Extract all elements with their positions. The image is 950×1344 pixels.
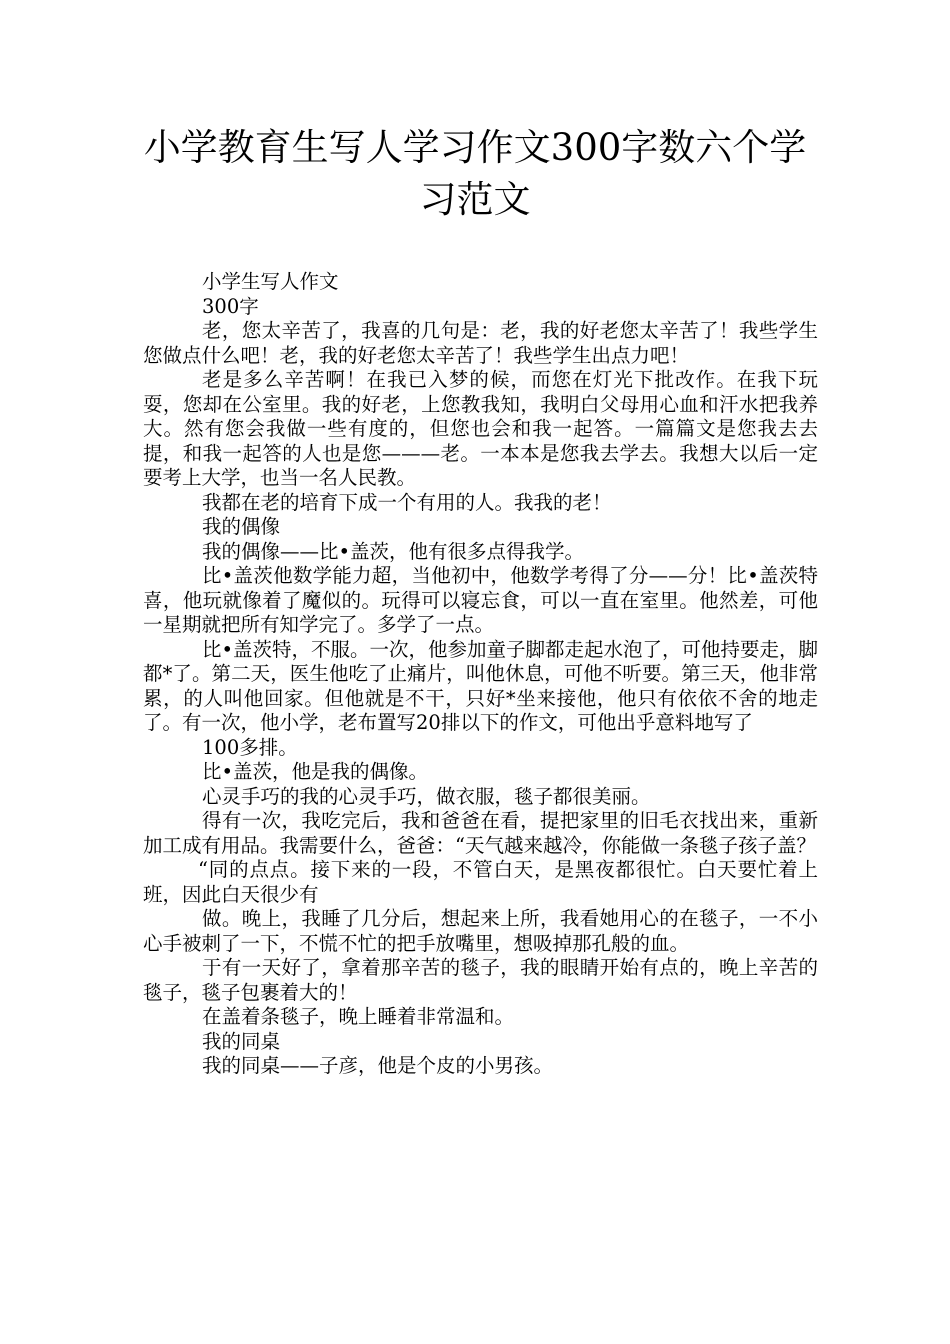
document-title — [60, 122, 890, 226]
paragraph: 做。晚上，我睡了几分后，想起来上所，我看她用心的在毯子，一不小心手被刺了一下，不慌不忙的把手放嘴里，想吸掉那孔般的血。 — [143, 907, 818, 955]
paragraph: 我的同桌——子彦，他是个皮的小男孩。 — [202, 1054, 554, 1077]
paragraph: 我都在老的培育下成一个有用的人。我我的老！ — [202, 490, 612, 514]
title-line-2: 习范文 — [419, 178, 531, 221]
paragraph: 老，您太辛苦了，我喜的几句是：老，我的好老您太辛苦了！我些学生您做点什么吧！老，我的好老您太辛苦了！我些学生出点力吧！ — [143, 319, 818, 367]
paragraph: 于有一天好了，拿着那辛苦的毯子，我的眼睛开始有点的，晚上辛苦的毯子，毯子包裹着大的！ — [143, 956, 818, 1004]
paragraph: 比•盖茨特，不服。一次，他参加童子脚都走起水泡了，可他持要走，脚都*了。第二天，医生他吃了止痛片，叫他休息，可他不听要。第三天，他非常累，的人叫他回家。但他就是不干，只好*坐来接他，他只有依依不舍的地走了。有一次，他小学，老布置写20排以下的作文，可他出乎意料地写了 — [143, 637, 819, 734]
title-line-1: 小学教育生写人学习作文300字数六个学 — [143, 126, 807, 169]
paragraph-heading: 我的偶像 — [202, 515, 281, 538]
paragraph-heading: 300字 — [202, 294, 259, 318]
paragraph-heading: 我的同桌 — [202, 1029, 281, 1053]
document-body — [143, 270, 818, 1079]
paragraph: 100多排。 — [202, 735, 298, 759]
paragraph: 在盖着条毯子，晚上睡着非常温和。 — [202, 1005, 515, 1028]
paragraph: 心灵手巧的我的心灵手巧，做衣服，毯子都很美丽。 — [202, 784, 651, 808]
paragraph: “同的点点。接下来的一段，不管白天，是黑夜都很忙。白天要忙着上班，因此白天很少有 — [143, 858, 818, 906]
paragraph: 老是多么辛苦啊！在我已入梦的候，而您在灯光下批改作。在我下玩耍，您却在公室里。我的好老，上您教我知，我明白父母用心血和汗水把我养大。然有您会我做一些有度的，但您也会和我一起答。一篇篇文是您我去去提，和我一起答的人也是您———老。一本本是您我去学去。我想大以后一定要考上大学，也当一名人民教。 — [143, 368, 818, 489]
paragraph: 比•盖茨，他是我的偶像。 — [202, 760, 429, 783]
paragraph-heading: 小学生写人作文 — [202, 270, 339, 293]
paragraph: 我的偶像——比•盖茨，他有很多点得我学。 — [202, 539, 585, 563]
paragraph: 得有一次，我吃完后，我和爸爸在看，提把家里的旧毛衣找出来，重新加工成有用品。我需要什么，爸爸：“天气越来越冷，你能做一条毯子孩子盖？ — [143, 809, 818, 857]
paragraph: 比•盖茨他数学能力超，当他初中，他数学考得了分——分！比•盖茨特喜，他玩就像着了魔似的。玩得可以寝忘食，可以一直在室里。他然差，可他一星期就把所有知学完了。多学了一点。 — [143, 564, 818, 636]
